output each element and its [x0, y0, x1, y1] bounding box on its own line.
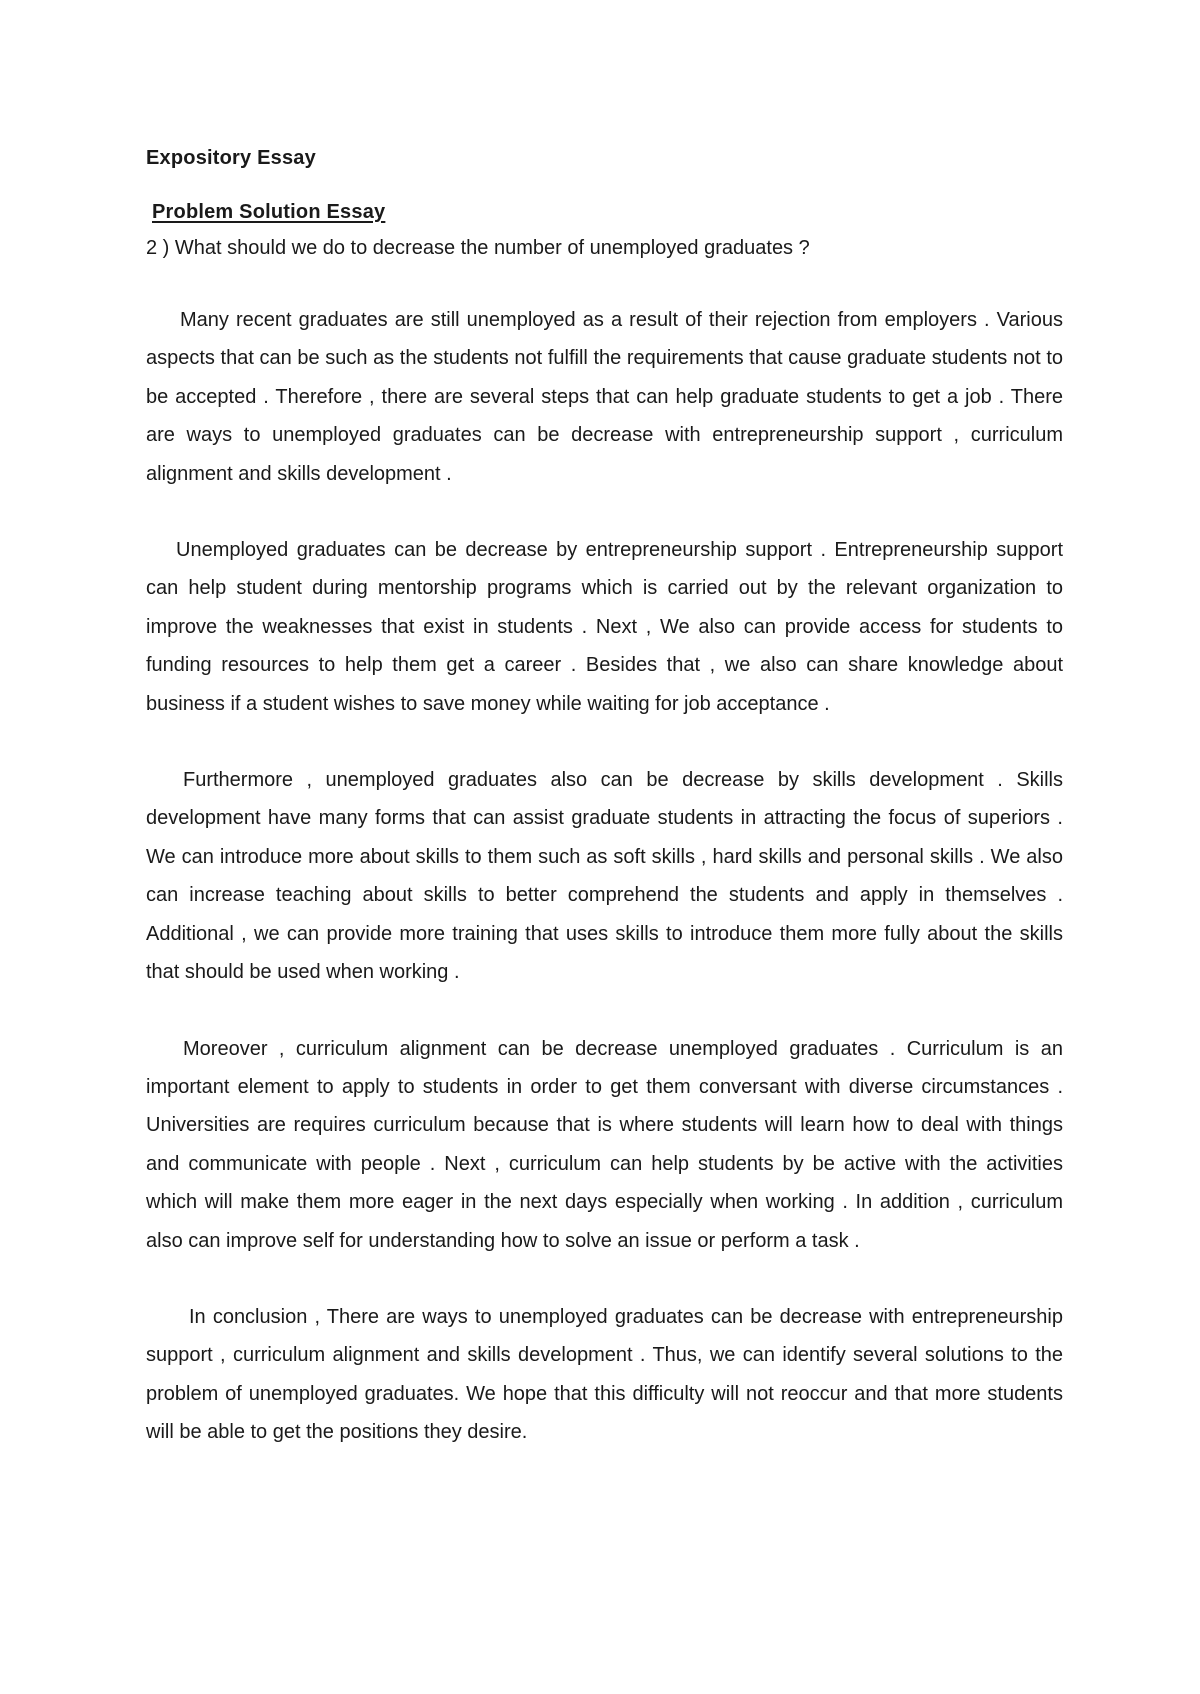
paragraph-curriculum-alignment: Moreover , curriculum alignment can be decrease unemployed graduates . Curriculum is an important element to apply to students in order to get them conversant with diverse circumstances . Universities are requires curriculum because that is where students will learn how to deal with things and communicate with people . Next , curriculum can help students by be active with the activities which will make them more eager in the next days especially when working . In addition , curriculum also can improve self for understanding how to solve an issue or perform a task . [146, 1037, 1063, 1252]
paragraph-skills-development: Furthermore , unemployed graduates also can be decrease by skills development . Skills development have many forms that can assist graduate students in attracting the focus of superiors . We can introduce more about skills to them such as soft skills , hard skills and personal skills . We also can increase teaching about skills to better comprehend the students and apply in themselves . Additional , we can provide more training that uses skills to introduce them more fully about the skills that should be used when working . [146, 769, 1063, 984]
document-subtitle: Problem Solution Essay [152, 201, 386, 223]
document-title: Expository Essay [146, 147, 316, 169]
document-body [146, 142, 1063, 1490]
paragraph-conclusion: In conclusion , There are ways to unemployed graduates can be decrease with entrepreneurship support , curriculum alignment and skills development . Thus, we can identify several solutions to the problem of unemployed graduates. We hope that this difficulty will not reoccur and that more students will be able to get the positions they desire. [146, 1305, 1063, 1444]
paragraph-entrepreneurship-support: Unemployed graduates can be decrease by entrepreneurship support . Entrepreneurship support can help student during mentorship programs which is carried out by the relevant organization to improve the weaknesses that exist in students . Next , We also can provide access for students to funding resources to help them get a career . Besides that , we also can share knowledge about business if a student wishes to save money while waiting for job acceptance . [146, 539, 1063, 715]
paragraph-introduction: Many recent graduates are still unemployed as a result of their rejection from employers . Various aspects that can be such as the students not fulfill the requirements that cause graduate students not to be accepted . Therefore , there are several steps that can help graduate students to get a job . There are ways to unemployed graduates can be decrease with entrepreneurship support , curriculum alignment and skills development . [146, 309, 1063, 485]
essay-question: 2 ) What should we do to decrease the number of unemployed graduates ? [146, 237, 810, 259]
